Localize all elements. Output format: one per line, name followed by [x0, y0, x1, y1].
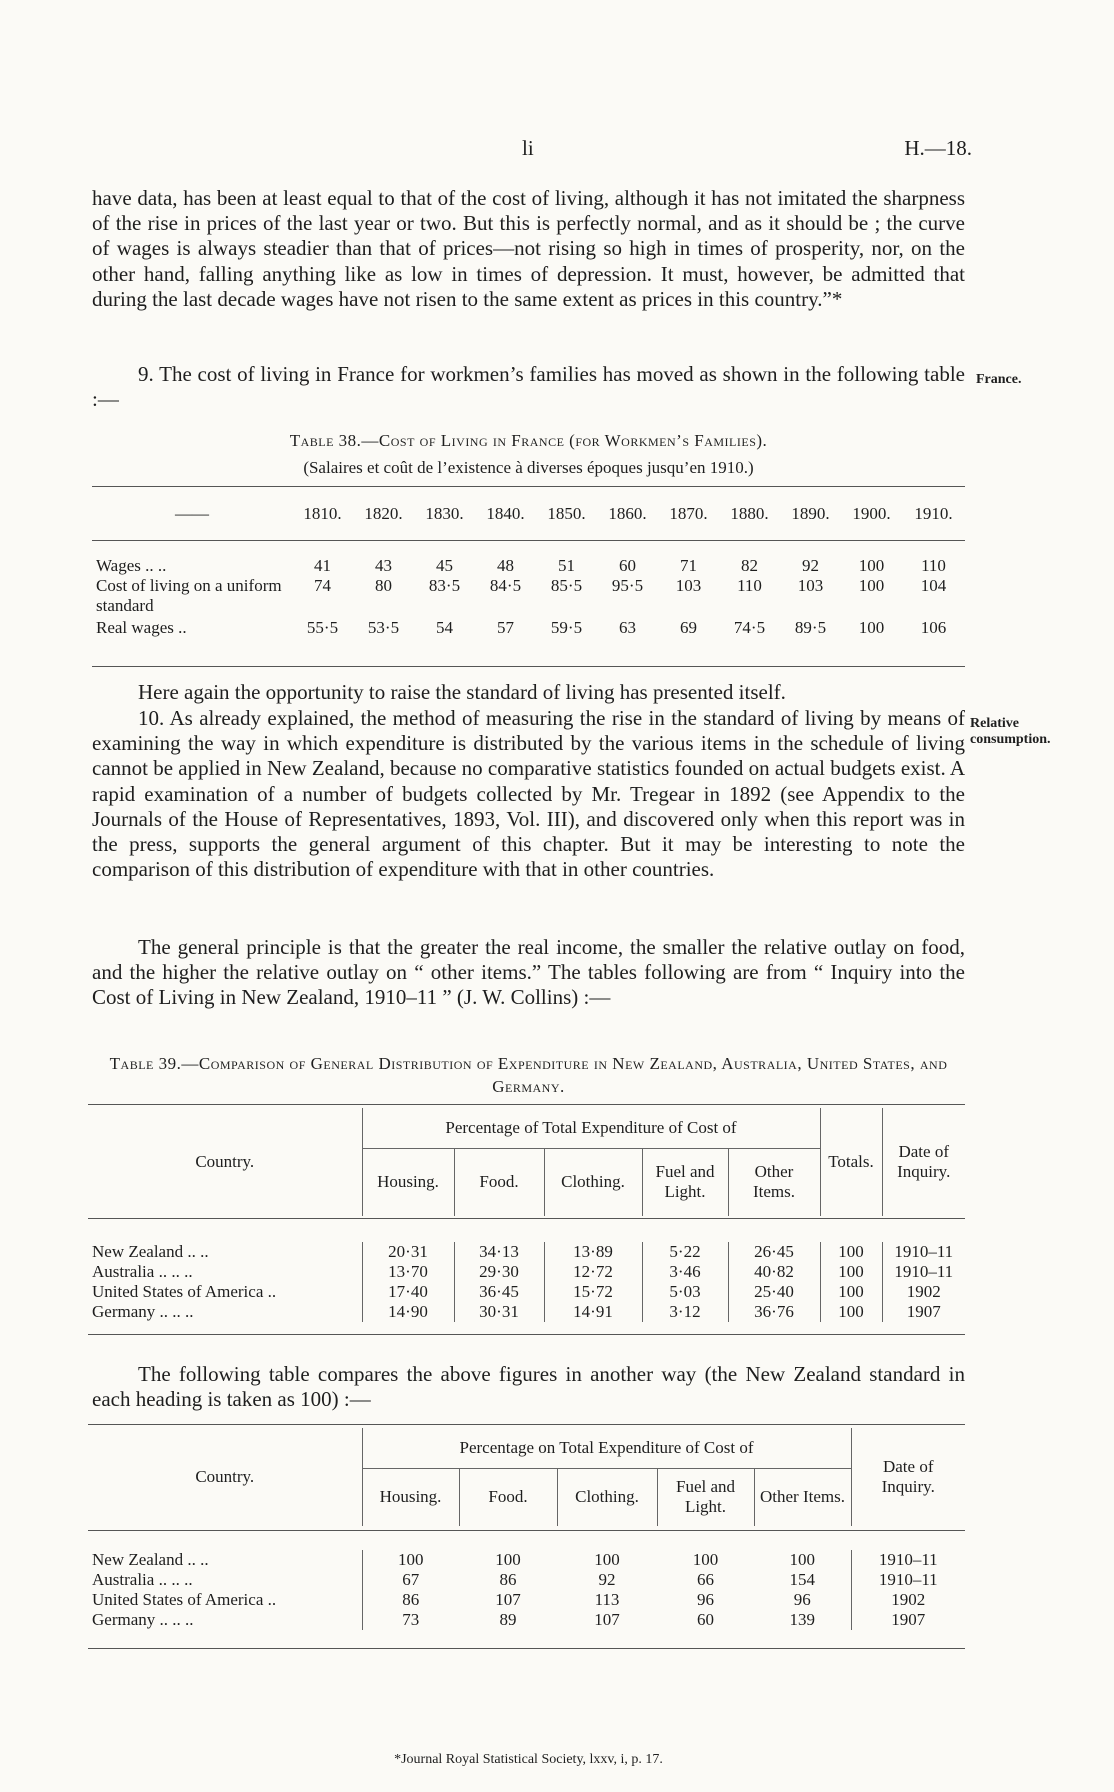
cell: 86 [499, 1570, 517, 1589]
cell: 17·40 [362, 1282, 454, 1302]
cell: 40·82 [728, 1262, 820, 1282]
cell: 36·45 [454, 1282, 544, 1302]
col-header: Clothing. [544, 1148, 642, 1216]
cell: 34·13 [454, 1242, 544, 1262]
table39 [88, 1108, 965, 1322]
table38-subtitle: (Salaires et coût de l’existence à diverses époques jusqu’en 1910.) [303, 458, 754, 477]
table38-corner: —— [175, 504, 209, 523]
table-row [88, 1570, 965, 1590]
cell: 1910–11 [851, 1550, 965, 1570]
cell: 12·72 [544, 1262, 642, 1282]
country-label: Germany .. .. .. [92, 1610, 194, 1629]
year-header: 1870. [669, 504, 708, 523]
table-row [88, 1282, 965, 1302]
year-header: 1880. [730, 504, 769, 523]
table-row [92, 576, 965, 616]
cell: 96 [793, 1590, 811, 1609]
cell: 13·89 [544, 1242, 642, 1262]
cell: 71 [680, 556, 697, 575]
paragraph-general [92, 935, 965, 1011]
col-header: Food. [459, 1468, 557, 1526]
row-label: Real wages .. [96, 618, 187, 637]
table40 [88, 1428, 965, 1630]
cell: 15·72 [544, 1282, 642, 1302]
col-totals-header: Totals. [820, 1108, 882, 1216]
cell: 100 [820, 1282, 882, 1302]
country-label: New Zealand .. .. [92, 1550, 209, 1569]
cell: 110 [737, 576, 762, 595]
country-label: Australia .. .. .. [92, 1262, 193, 1281]
cell: 83·5 [428, 576, 461, 595]
col-header: Housing. [362, 1148, 454, 1216]
cell: 36·76 [728, 1302, 820, 1322]
table38 [92, 500, 965, 640]
cell: 1907 [851, 1610, 965, 1630]
cell: 107 [594, 1610, 620, 1629]
cell: 92 [802, 556, 819, 575]
country-label: Germany .. .. .. [92, 1302, 194, 1321]
year-header: 1860. [608, 504, 647, 523]
cell: 67 [362, 1570, 459, 1590]
year-header: 1910. [914, 504, 953, 523]
table-row [92, 556, 965, 576]
cell: 100 [495, 1550, 521, 1569]
paragraph-text: 9. The cost of living in France for workmen’s families has moved as shown in the following table :— [92, 362, 965, 412]
cell: 103 [675, 576, 702, 595]
cell: 30·31 [454, 1302, 544, 1322]
cell: 73 [362, 1610, 459, 1630]
table-row [88, 1610, 965, 1630]
cell: 1902 [882, 1282, 965, 1302]
paragraph-9 [92, 362, 965, 412]
table-rule [92, 666, 965, 667]
cell: 80 [375, 576, 392, 595]
cell: 74·5 [733, 618, 766, 637]
table-rule [88, 1424, 965, 1425]
cell: 113 [594, 1590, 620, 1609]
col-header: Fuel and Light. [642, 1148, 728, 1216]
year-header: 1850. [547, 504, 586, 523]
table38-header-row [92, 500, 965, 528]
year-header: 1830. [425, 504, 464, 523]
page-number: li [522, 136, 534, 160]
col-header: Food. [454, 1148, 544, 1216]
cell: 14·91 [544, 1302, 642, 1322]
cell: 89·5 [794, 618, 827, 637]
col-header: Fuel and Light. [657, 1468, 754, 1526]
cell: 55·5 [306, 618, 339, 637]
table38-title: Table 38.—Cost of Living in France (for Workmen’s Families). [289, 431, 768, 450]
col-date-header: Date of Inquiry. [851, 1428, 965, 1526]
cell: 100 [789, 1550, 815, 1569]
cell: 3·46 [642, 1262, 728, 1282]
cell: 100 [820, 1302, 882, 1322]
cell: 43 [375, 556, 392, 575]
table-row [88, 1550, 965, 1570]
table-rule [88, 1104, 965, 1105]
cell: 139 [789, 1610, 815, 1629]
paragraph-text: have data, has been at least equal to that of the cost of living, although it has not imitated the sharpness of the rise in prices of the last year or two. But this is perfectly normal, and as it should be ; the curve of wages is always steadier than that of prices—not rising so high in times of prosperity, nor, on the other hand, falling anything like as low in times of depression. It must, however, be admitted that during the last decade wages have not risen to the same extent as prices in this country.”* [92, 186, 965, 311]
cell: 25·40 [728, 1282, 820, 1302]
table-row [88, 1242, 965, 1262]
cell: 41 [314, 556, 331, 575]
cell: 60 [619, 556, 636, 575]
table-rule [88, 1334, 965, 1335]
paragraph-10 [92, 706, 965, 882]
country-label: United States of America .. [92, 1282, 277, 1301]
table39-title: Table 39.—Comparison of General Distribution of Expenditure in New Zealand, Australia, United States, and Germany. [109, 1054, 948, 1096]
group-header: Percentage on Total Expenditure of Cost of [362, 1428, 851, 1468]
year-header: 1810. [303, 504, 342, 523]
cell: 103 [797, 576, 824, 595]
year-header: 1840. [486, 504, 525, 523]
cell: 110 [921, 556, 946, 575]
cell: 59·5 [550, 618, 583, 637]
paragraph-text: 10. As already explained, the method of measuring the rise in the standard of living by means of examining the way in which expenditure is distributed by the various items in the schedule of living cannot be applied in New Zealand, because no comparative statistics founded on actual budgets exist. A rapid examination of a number of budgets collected by Mr. Tregear in 1892 (see Appendix to the Journals of the House of Representatives, 1893, Vol. III), and discovered only when this report was in the press, supports the general argument of this chapter. But it may be interesting to note the comparison of this distribution of expenditure with that in other countries. [92, 706, 965, 882]
table-rule [92, 486, 965, 487]
country-label: United States of America .. [92, 1590, 277, 1609]
cell: 100 [594, 1550, 620, 1569]
cell: 29·30 [454, 1262, 544, 1282]
cell: 96 [697, 1590, 714, 1609]
cell: 1910–11 [882, 1242, 965, 1262]
cell: 106 [920, 618, 947, 637]
col-country-header: Country. [195, 1467, 255, 1486]
document-code: H.—18. [904, 136, 972, 160]
cell: 63 [619, 618, 636, 637]
cell: 13·70 [362, 1262, 454, 1282]
table40-header-row-1 [88, 1428, 965, 1468]
paragraph-continuation [92, 186, 965, 312]
row-label: Cost of living on a uniform standard [96, 576, 282, 615]
cell: 95·5 [611, 576, 644, 595]
cell: 20·31 [362, 1242, 454, 1262]
cell: 51 [558, 556, 575, 575]
table-row [92, 616, 965, 640]
footnote: *Journal Royal Statistical Society, lxxv, i, p. 17. [394, 1752, 663, 1767]
year-header: 1820. [364, 504, 403, 523]
cell: 1907 [882, 1302, 965, 1322]
cell: 100 [820, 1242, 882, 1262]
row-label: Wages .. .. [96, 556, 167, 575]
cell: 100 [692, 1550, 719, 1569]
cell: 104 [920, 576, 947, 595]
cell: 85·5 [550, 576, 583, 595]
table-row [88, 1302, 965, 1322]
cell: 82 [741, 556, 758, 575]
col-header: Other Items. [754, 1468, 851, 1526]
cell: 54 [436, 618, 453, 637]
paragraph-text: The following table compares the above figures in another way (the New Zealand standard in each heading is taken as 100) :— [92, 1362, 965, 1412]
paragraph-text: Here again the opportunity to raise the standard of living has presented itself. [138, 680, 786, 704]
cell: 100 [362, 1550, 459, 1570]
margin-note-relative-consumption: Relative consumption. [970, 716, 1051, 747]
year-header: 1890. [791, 504, 830, 523]
year-header: 1900. [852, 504, 891, 523]
col-country-header: Country. [195, 1152, 255, 1171]
cell: 57 [497, 618, 514, 637]
table-row [88, 1590, 965, 1610]
cell: 60 [697, 1610, 714, 1629]
page-header [92, 136, 972, 166]
table-rule [88, 1648, 965, 1649]
cell: 1910–11 [882, 1262, 965, 1282]
cell: 45 [436, 556, 453, 575]
col-header: Clothing. [557, 1468, 657, 1526]
margin-note-france: France. [976, 372, 1022, 387]
cell: 14·90 [362, 1302, 454, 1322]
col-date-header: Date of Inquiry. [882, 1108, 965, 1216]
cell: 1902 [851, 1590, 965, 1610]
group-header: Percentage of Total Expenditure of Cost of [362, 1108, 820, 1148]
paragraph-compare [92, 1362, 965, 1412]
table39-header-row-1 [88, 1108, 965, 1148]
cell: 3·12 [642, 1302, 728, 1322]
cell: 53·5 [367, 618, 400, 637]
paragraph-text: The general principle is that the greater the real income, the smaller the relative outlay on food, and the higher the relative outlay on “ other items.” The tables following are from “ Inquiry into the Cost of Living in New Zealand, 1910–11 ” (J. W. Collins) :— [92, 935, 965, 1010]
cell: 86 [362, 1590, 459, 1610]
cell: 154 [789, 1570, 815, 1589]
cell: 100 [820, 1262, 882, 1282]
cell: 100 [858, 576, 885, 595]
paragraph-again [92, 680, 965, 705]
cell: 84·5 [489, 576, 522, 595]
cell: 100 [858, 556, 885, 575]
table-row [88, 1262, 965, 1282]
col-header: Other Items. [728, 1148, 820, 1216]
cell: 69 [680, 618, 697, 637]
cell: 66 [697, 1570, 714, 1589]
cell: 74 [314, 576, 331, 595]
cell: 48 [497, 556, 514, 575]
country-label: Australia .. .. .. [92, 1570, 193, 1589]
cell: 107 [495, 1590, 521, 1609]
country-label: New Zealand .. .. [92, 1242, 209, 1261]
cell: 1910–11 [851, 1570, 965, 1590]
cell: 100 [858, 618, 885, 637]
col-header: Housing. [362, 1468, 459, 1526]
cell: 26·45 [728, 1242, 820, 1262]
cell: 5·03 [642, 1282, 728, 1302]
cell: 89 [499, 1610, 517, 1629]
cell: 92 [598, 1570, 616, 1589]
cell: 5·22 [642, 1242, 728, 1262]
